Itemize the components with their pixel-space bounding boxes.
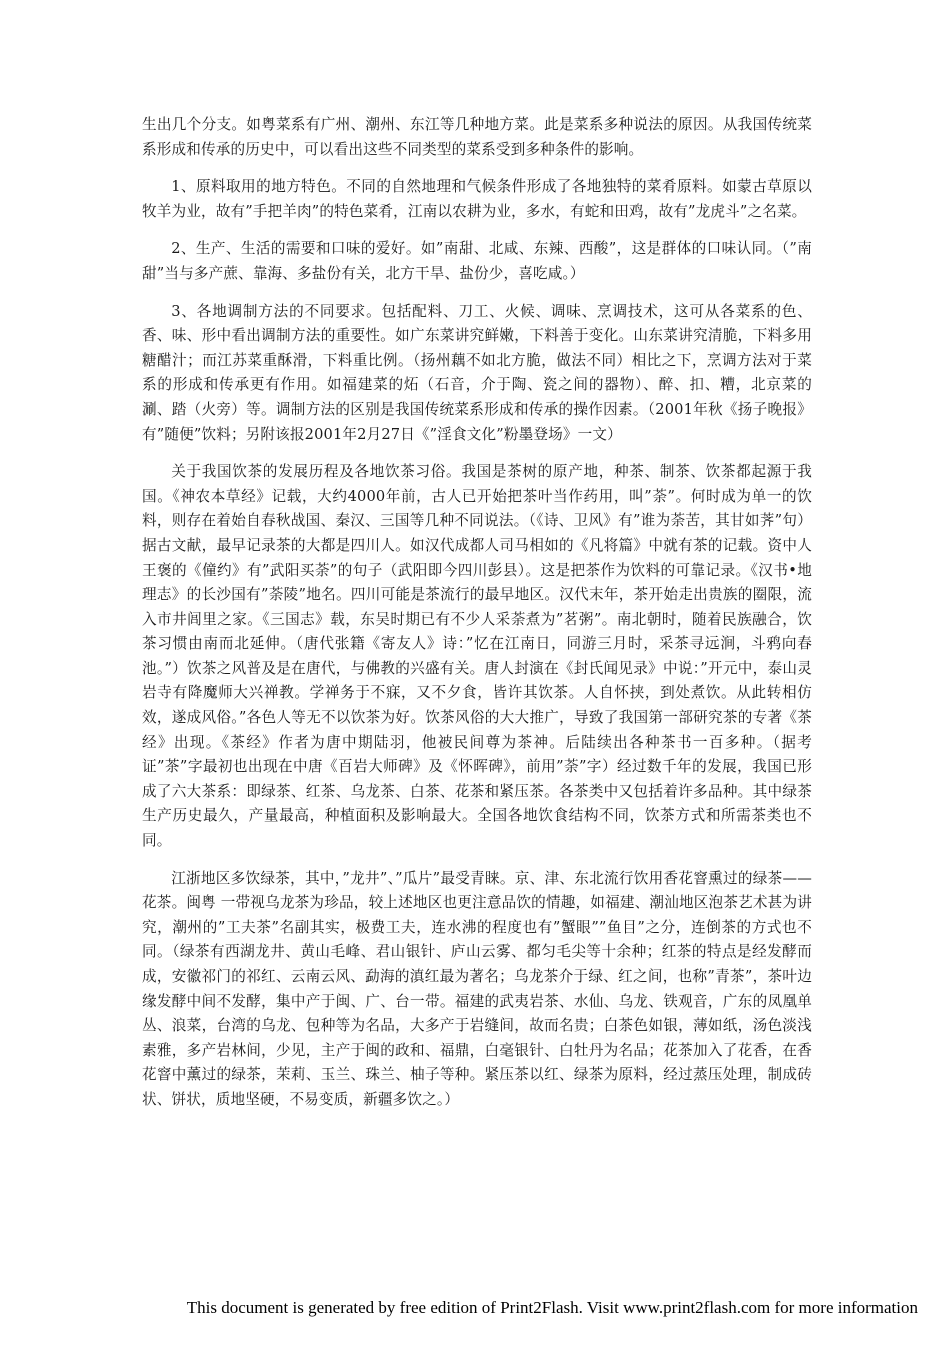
paragraph-gap — [142, 287, 812, 300]
paragraph-regional-tea: 江浙地区多饮绿茶，其中，”龙井”、”瓜片”最受青睐。京、津、东北流行饮用香花窨熏过的绿茶——花茶。闽粤 一带视乌龙茶为珍品，较上述地区也更注意品饮的情趣，如福建、潮汕地区泡茶艺术甚为讲究，潮州的”工夫茶”名副其实，极费工夫，连水沸的程度也有”蟹眼””鱼目”之分，连倒茶的方式也不同。（绿茶有西湖龙井、黄山毛峰、君山银针、庐山云雾、都匀毛尖等十余种；红茶的特点是经发酵而成，安徽祁门的祁红、云南云风、勐海的滇红最为著名；乌龙茶介于绿、红之间，也称”青茶”，茶叶边缘发酵中间不发酵，集中产于闽、广、台一带。福建的武夷岩茶、水仙、乌龙、铁观音，广东的凤凰单丛、浪菜，台湾的乌龙、包种等为名品，大多产于岩缝间，故而名贵；白茶色如银，薄如纸，汤色淡浅素雅，多产岩林间，少见，主产于闽的政和、福鼎，白毫银针、白牡丹为名品；花茶加入了花香，在香花窨中薰过的绿茶，茉莉、玉兰、珠兰、柚子等种。紧压茶以红、绿茶为原料，经过蒸压处理，制成砖状、饼状，质地坚硬，不易变质，新疆多饮之。） — [142, 869, 812, 1108]
paragraph-tea-history: 关于我国饮茶的发展历程及各地饮茶习俗。我国是茶树的原产地，种茶、制茶、饮茶都起源于我国。《神农本草经》记载，大约4000年前，古人已开始把茶叶当作药用，叫”荼”。何时成为单一的饮料，则存在着始自春秋战国、秦汉、三国等几种不同说法。（《诗、卫风》有”谁为荼苦，其甘如荠”句）据古文献，最早记录茶的大都是四川人。如汉代成都人司马相如的《凡将篇》中就有茶的记载。资中人王褒的《僮约》有”武阳买荼”的句子（武阳即今四川彭县）。这是把茶作为饮料的可靠记录。《汉书•地理志》的长沙国有”荼陵”地名。四川可能是茶流行的最早地区。汉代末年，茶开始走出贵族的圈限，流入市井闾里之家。《三国志》载，东吴时期已有不少人采荼煮为”茗粥”。南北朝时，随着民族融合，饮茶习惯由南而北延伸。（唐代张籍《寄友人》诗：”忆在江南日，同游三月时，采茶寻远涧，斗鸦向春池。”）饮茶之风普及是在唐代，与佛教的兴盛有关。唐人封演在《封氏闻见录》中说：”开元中，泰山灵岩寺有降魔师大兴禅教。学禅务于不寐，又不夕食，皆许其饮茶。人自怀挟，到处煮饮。从此转相仿效，遂成风俗。”各色人等无不以饮茶为好。饮茶风俗的大大推广，导致了我国第一部研究茶的专著《茶经》出现。《茶经》作者为唐中期陆羽，他被民间尊为茶神。后陆续出各种茶书一百多种。（据考证”茶”字最初也出现在中唐《百岩大师碑》及《怀晖碑》，前用”荼”字）经过数千年的发展，我国已形成了六大茶系：即绿茶、红茶、乌龙茶、白茶、花茶和紧压茶。各茶类中又包括着许多品种。其中绿茶生产历史最久，产量最高，种植面积及影响最大。全国各地饮食结构不同，饮茶方式和所需茶类也不同。 — [142, 463, 812, 850]
paragraph-gap — [142, 224, 812, 237]
document-body — [142, 113, 812, 1113]
paragraph-ingredients: 1、原料取用的地方特色。不同的自然地理和气候条件形成了各地独特的菜肴原料。如蒙古草原以牧羊为业，故有”手把羊肉”的特色菜肴，江南以农耕为业，多水，有蛇和田鸡，故有”龙虎斗”之名菜。 — [142, 178, 812, 220]
paragraph-gap — [142, 447, 812, 460]
paragraph-cooking-methods: 3、各地调制方法的不同要求。包括配料、刀工、火候、调味、烹调技术，这可从各菜系的色、香、味、形中看出调制方法的重要性。如广东菜讲究鲜嫩，下料善于变化。山东菜讲究清脆，下料多用糖醋汁；而江苏菜重酥滑，下料重比例。（扬州藕不如北方脆，做法不同）相比之下，烹调方法对于菜系的形成和传承更有作用。如福建菜的炻（石音，介于陶、瓷之间的器物）、醉、扣、糟，北京菜的涮、踏（火旁）等。调制方法的区别是我国传统菜系形成和传承的操作因素。（2001年秋《扬子晚报》有”随便”饮料；另附该报2001年2月27日《”淫食文化”粉墨登场》一文） — [142, 302, 812, 443]
paragraph-gap — [142, 162, 812, 175]
print2flash-footer-notice: This document is generated by free edition of Print2Flash. Visit www.print2flash.com for more information — [186, 1298, 918, 1317]
paragraph-taste: 2、生产、生活的需要和口味的爱好。如”南甜、北咸、东辣、西酸”，这是群体的口味认同。（”南甜”当与多产蔗、靠海、多盐份有关，北方干旱、盐份少，喜吃咸。） — [142, 240, 812, 282]
paragraph-gap — [142, 854, 812, 867]
paragraph-intro: 生出几个分支。如粤菜系有广州、潮州、东江等几种地方菜。此是菜系多种说法的原因。从我国传统菜系形成和传承的历史中，可以看出这些不同类型的菜系受到多种条件的影响。 — [142, 116, 812, 158]
